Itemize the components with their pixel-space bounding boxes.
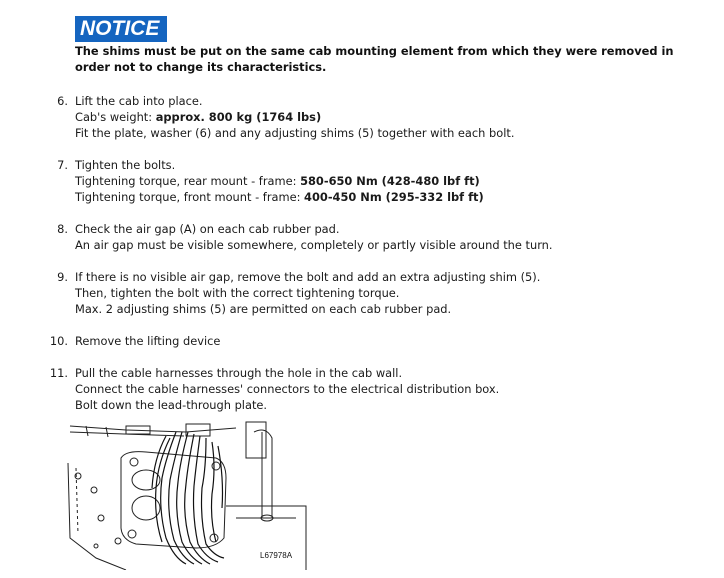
step-line (75, 93, 724, 109)
step-line (75, 285, 724, 301)
step-line-text: Fit the plate, washer (6) and any adjusting shims (5) together with each bolt. (75, 126, 515, 140)
step-line (75, 189, 724, 205)
step-number: 7. (57, 158, 68, 172)
step-line-value: 400-450 Nm (295-332 lbf ft) (304, 190, 484, 204)
step-number: 9. (57, 270, 68, 284)
figure-label: L67978A (260, 551, 293, 560)
step-line-text: Max. 2 adjusting shims (5) are permitted on each cab rubber pad. (75, 302, 452, 316)
illustration-lines (68, 422, 306, 570)
notice-badge-label: NOTICE (80, 17, 160, 40)
step-line (75, 221, 724, 237)
step-line-value: approx. 800 kg (1764 lbs) (155, 110, 322, 124)
step-line-text: If there is no visible air gap, remove the bolt and add an extra adjusting shim (5). (75, 270, 541, 284)
step-line-text: Check the air gap (A) on each cab rubber pad. (75, 222, 340, 236)
step-line (75, 397, 724, 413)
step-number: 8. (57, 222, 68, 236)
step-text (75, 333, 724, 349)
notice-text: The shims must be put on the same cab mounting element from which they were removed in order not to change its characteristics. (75, 44, 674, 74)
cable-bundle (152, 432, 224, 564)
step-line (75, 125, 724, 141)
step-line (75, 365, 724, 381)
cable-harness-illustration (66, 418, 312, 570)
step-text (75, 221, 724, 253)
step-text (75, 157, 724, 205)
step-line-text: Then, tighten the bolt with the correct tightening torque. (75, 286, 400, 300)
step-line-text: Bolt down the lead-through plate. (75, 398, 268, 412)
step-line-text: Tighten the bolts. (75, 158, 176, 172)
step-item (0, 269, 724, 317)
notice-badge (75, 16, 167, 42)
step-item (0, 157, 724, 205)
step-line-text: Lift the cab into place. (75, 94, 203, 108)
step-line (75, 157, 724, 173)
step-line-text: Tightening torque, front mount - frame: (75, 190, 305, 204)
step-item (0, 221, 724, 253)
step-text (75, 269, 724, 317)
step-item (0, 365, 724, 413)
step-line-text: Remove the lifting device (75, 334, 221, 348)
step-line-text: Tightening torque, rear mount - frame: (75, 174, 301, 188)
step-line (75, 109, 724, 125)
step-line (75, 333, 724, 349)
step-item (0, 333, 724, 349)
step-line-text: Connect the cable harnesses' connectors to the electrical distribution box. (75, 382, 500, 396)
step-item (0, 93, 724, 141)
step-line (75, 237, 724, 253)
step-line-value: 580-650 Nm (428-480 lbf ft) (300, 174, 480, 188)
step-text (75, 93, 724, 141)
step-number: 6. (57, 94, 68, 108)
step-list (0, 93, 724, 429)
step-number: 11. (49, 366, 68, 380)
step-line-text: Pull the cable harnesses through the hole in the cab wall. (75, 366, 403, 380)
step-line (75, 269, 724, 285)
step-line (75, 301, 724, 317)
step-line-text: An air gap must be visible somewhere, completely or partly visible around the turn. (75, 238, 553, 252)
step-line (75, 173, 724, 189)
step-line (75, 381, 724, 397)
step-number: 10. (49, 334, 68, 348)
step-line-text: Cab's weight: (75, 110, 156, 124)
step-text (75, 365, 724, 413)
